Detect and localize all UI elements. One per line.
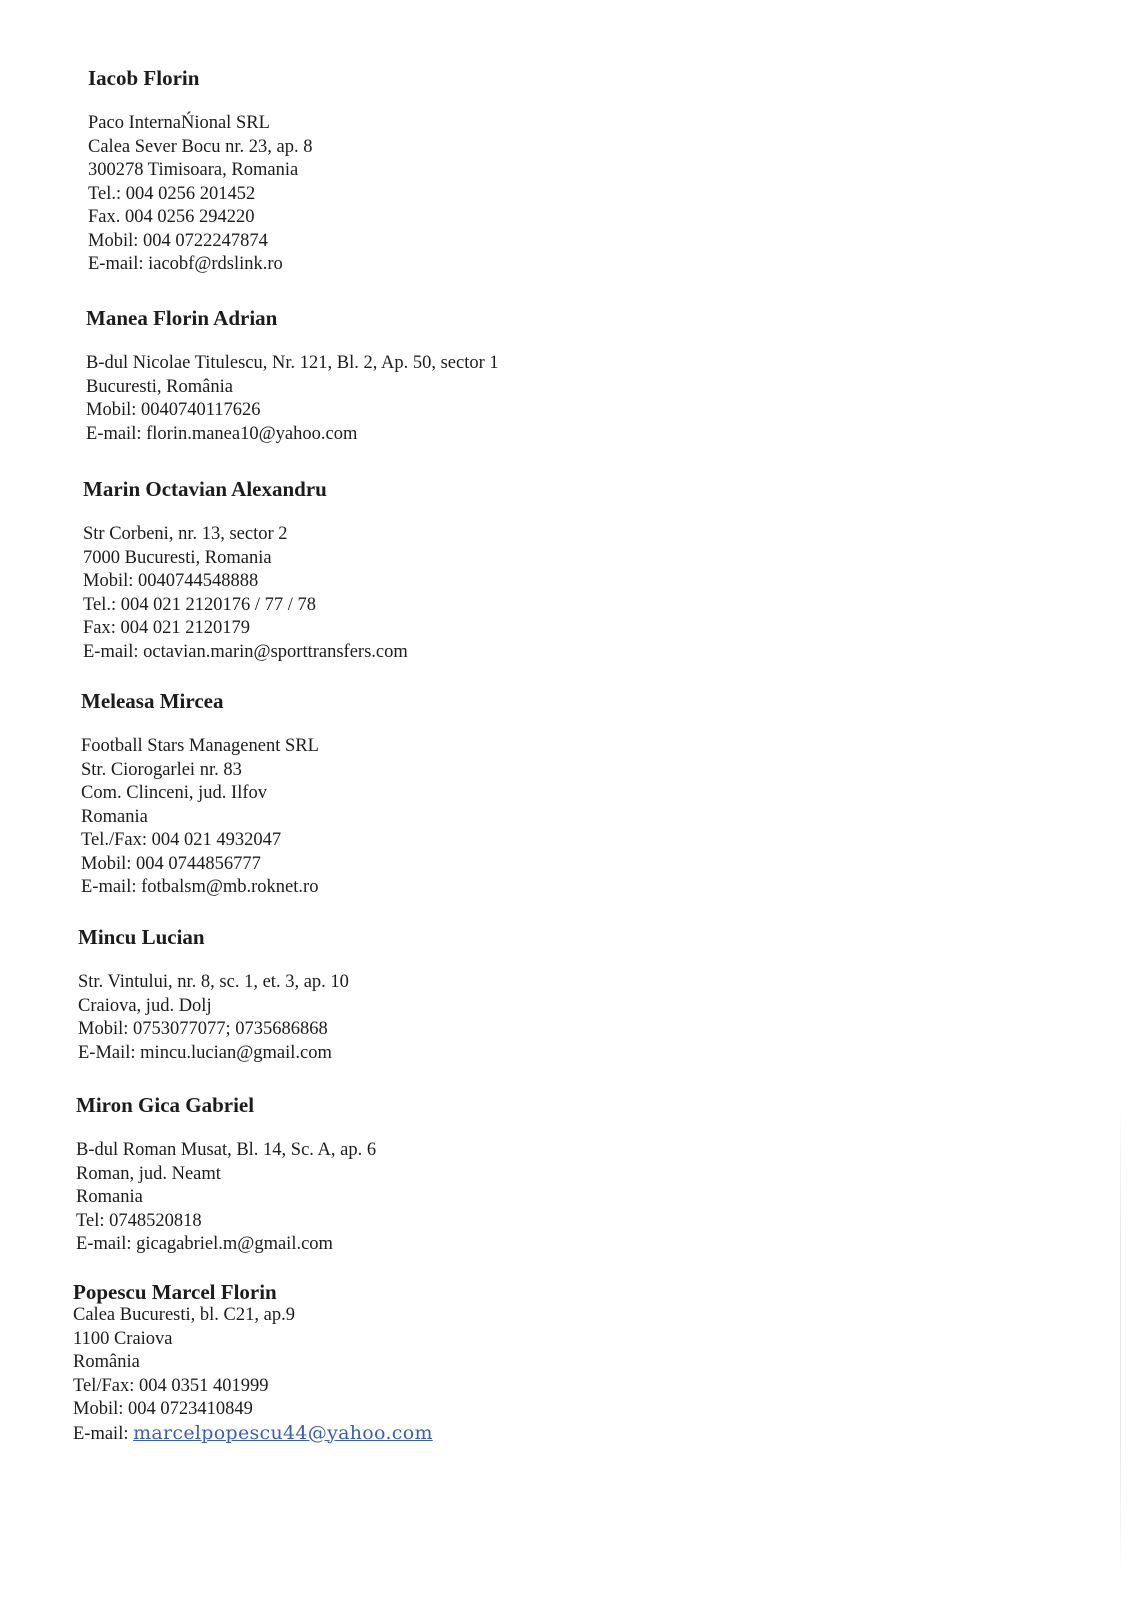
phone-line: Tel: 0748520818 (76, 1210, 202, 1231)
fax-line: Fax. 004 0256 294220 (88, 207, 255, 227)
contact-entry (83, 477, 408, 664)
contact-name: Manea Florin Adrian (86, 306, 278, 330)
contact-name: Miron Gica Gabriel (76, 1093, 255, 1117)
contact-details (88, 112, 313, 277)
city-line: Roman, jud. Neamt (76, 1163, 221, 1184)
contact-details (81, 735, 319, 900)
contact-details (86, 352, 499, 446)
company-line: Paco InternaŃional SRL (88, 113, 270, 133)
contact-entry (86, 306, 499, 446)
contact-name: Meleasa Mircea (81, 689, 224, 713)
mobile-line: Mobil: 0753077077; 0735686868 (78, 1019, 328, 1039)
phone-line: Tel.: 004 0256 201452 (88, 183, 256, 204)
scan-edge-shadow (1120, 1100, 1121, 1580)
address-line: Str Corbeni, nr. 13, sector 2 (83, 524, 288, 544)
email-label: E-mail: (73, 1423, 129, 1444)
phone-fax-line: Tel./Fax: 004 021 4932047 (81, 830, 282, 850)
address-line: Str. Ciorogarlei nr. 83 (81, 759, 242, 780)
city-line: 300278 Timisoara, Romania (88, 160, 299, 180)
email-link[interactable]: marcelpopescu44@yahoo.com (133, 1421, 433, 1444)
contact-name: Mincu Lucian (78, 925, 205, 949)
phone-fax-line: Tel/Fax: 004 0351 401999 (73, 1375, 269, 1396)
city-line: Bucuresti, România (86, 376, 233, 397)
country-line: Romania (76, 1187, 143, 1207)
city-line: 7000 Bucuresti, Romania (83, 547, 272, 568)
country-line: România (73, 1352, 140, 1372)
contact-name: Iacob Florin (88, 66, 200, 90)
mobile-line: Mobil: 004 0744856777 (81, 853, 261, 874)
email-line: E-Mail: mincu.lucian@gmail.com (78, 1042, 332, 1063)
mobile-line: Mobil: 0040744548888 (83, 571, 259, 591)
email-line: E-mail: gicagabriel.m@gmail.com (76, 1234, 333, 1254)
address-line: B-dul Roman Musat, Bl. 14, Sc. A, ap. 6 (76, 1140, 377, 1160)
email-line: E-mail: octavian.marin@sporttransfers.com (83, 641, 408, 662)
city-line: Com. Clinceni, jud. Ilfov (81, 783, 268, 803)
contact-entry (78, 925, 349, 1065)
country-line: Romania (81, 806, 148, 827)
mobile-line: Mobil: 0040740117626 (86, 400, 261, 420)
mobile-line: Mobil: 004 0722247874 (88, 230, 268, 251)
email-line: E-mail: fotbalsm@mb.roknet.ro (81, 877, 319, 897)
address-line: Calea Bucuresti, bl. C21, ap.9 (73, 1305, 295, 1325)
contact-name: Marin Octavian Alexandru (83, 477, 327, 501)
email-line (73, 1422, 433, 1447)
contact-entry (88, 66, 313, 277)
email-line: E-mail: iacobf@rdslink.ro (88, 254, 283, 274)
contact-details (78, 971, 349, 1065)
address-line: Str. Vintului, nr. 8, sc. 1, et. 3, ap. 10 (78, 972, 349, 992)
address-line: B-dul Nicolae Titulescu, Nr. 121, Bl. 2, Ap. 50, sector 1 (86, 353, 499, 373)
contact-entry (81, 689, 319, 900)
address-line: Calea Sever Bocu nr. 23, ap. 8 (88, 136, 313, 157)
contact-entry (76, 1093, 376, 1257)
fax-line: Fax: 004 021 2120179 (83, 618, 251, 638)
contact-entry (73, 1280, 433, 1446)
city-line: 1100 Craiova (73, 1328, 173, 1349)
contact-details (73, 1304, 433, 1446)
mobile-line: Mobil: 004 0723410849 (73, 1399, 253, 1419)
city-line: Craiova, jud. Dolj (78, 995, 212, 1016)
contact-details (83, 523, 408, 664)
contact-details (76, 1139, 376, 1257)
contact-name: Popescu Marcel Florin (73, 1280, 277, 1304)
email-line: E-mail: florin.manea10@yahoo.com (86, 423, 358, 444)
company-line: Football Stars Managenent SRL (81, 736, 319, 756)
phone-line: Tel.: 004 021 2120176 / 77 / 78 (83, 594, 317, 615)
